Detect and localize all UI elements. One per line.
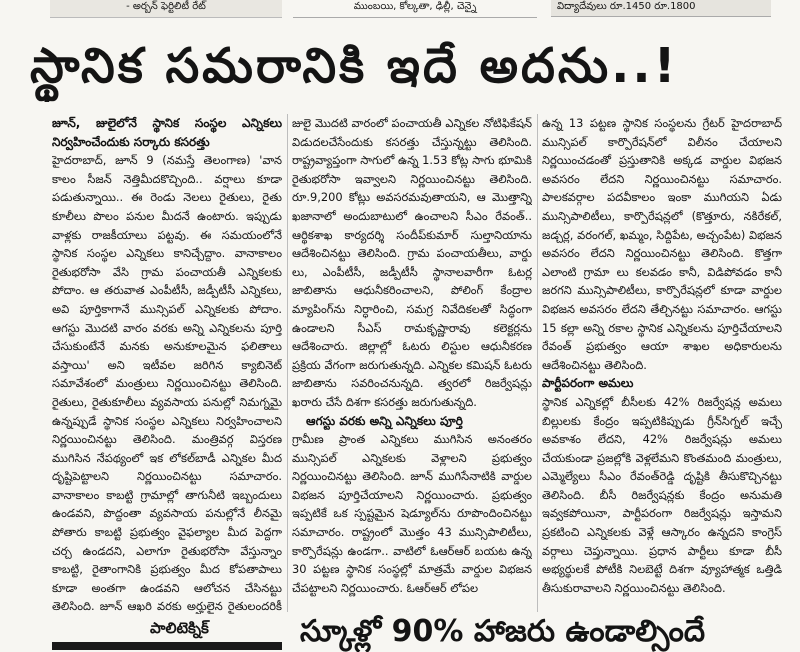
main-headline: స్థానిక సమరానికి ఇదే అదను..! xyxy=(30,38,679,94)
article-body: గ్రామీణ ప్రాంత ఎన్నికలు ముగిసిన అనంతరం మున్సిపల్ ఎన్నికలకు వెళ్లాలని ప్రభుత్వం నిర్ణయించినట్టు తెలిసింది. జూన్ ముగిసేనాటికి వార్డుల విభజన పూర్తిచేయాలని నిర్ణయించారు. ప్రభుత్వం ఇప్పటికే ఒక స్పష్టమైన షెడ్యూల్‌ను రూపొందించినట్టు సమాచారం. రాష్ట్రంలో మొత్తం 43 మున్సిపాలిటీలు, కార్పొరేషన్లు ఉండగా.. వాటిలో ఓఆర్ఆర్ బయట ఉన్న 30 పట్టణ స్థానిక సంస్థల్లో మాత్రమే వార్డుల విభజన చేపట్టాలని నిర్ణయించారు. ఓఆర్ఆర్ లోపల xyxy=(292,432,532,595)
article-column-1 xyxy=(52,114,282,614)
section-subhead: పార్టీపరంగా అమలు xyxy=(542,376,634,391)
top-strip xyxy=(0,0,800,22)
section-subhead: ఆగస్టు వరకు అన్ని ఎన్నికలు పూర్తి xyxy=(306,413,463,428)
top-strip-right: విద్యాదేవులు రూ.1450 రూ.1800 xyxy=(551,0,771,17)
top-strip-left: - అర్బన్ ఫెర్టిలిటీ రేట్ xyxy=(50,0,282,18)
article-column-2 xyxy=(292,114,532,614)
next-article-headline: స్కూళ్లో 90% హాజరు ఉండాల్సిందే xyxy=(300,614,706,649)
article-body: ఉన్న 13 పట్టణ స్థానిక సంస్థలను గ్రేటర్ హైదరాబాద్ మున్సిపల్ కార్పొరేషన్‌లో విలీనం చేయాలని నిర్ణయించడంతో ప్రస్తుతానికి అక్కడ వార్డుల విభజన అవసరం లేదని నిర్ణయించినట్టు సమాచారం. పాలకవర్గాల పదవీకాలం ఇంకా ముగియని ఏడు మున్సిపాలిటీలు, కార్పొరేషన్లలో (కొత్తూరు, నకిరేకల్, జడ్చర్ల, వరంగల్, ఖమ్మం, సిద్దిపేట, అచ్చంపేట) విభజన అవసరం లేదని నిర్ణయించినట్టు తెలిసింది. కొత్తగా ఎలాంటి గ్రామా లు కలవడం కానీ, విడిపోవడం కానీ జరగని మున్సిపాలిటీలు, కార్పొరేషన్లలో కూడా వార్డుల విభజన అవసరం లేదని తేల్చినట్టు సమాచారం. ఆగస్టు 15 కల్లా అన్ని రకాల స్థానిక ఎన్నికలను పూర్తిచేయాలని రేవంత్ ప్రభుత్వం ఆయా శాఖల అధికారులను ఆదేశించినట్టు తెలిసింది. xyxy=(542,116,782,372)
article-subhead: జూన్, జులైలోనే స్థానిక సంస్థల ఎన్నికలు నిర్వహించేందుకు సర్కారు కసరత్తు xyxy=(52,116,282,149)
article-body: స్థానిక ఎన్నికల్లో బీసీలకు 42% రిజర్వేషన్ల అమలు బిల్లులకు కేంద్రం ఇప్పటికిప్పుడు గ్రీన్‌సిగ్నల్ ఇచ్చే అవకాశం లేదని, 42% రిజర్వేషన్లు అమలు చేయకుండా ప్రజల్లోకి వెళ్లలేమని కొంతమంది మంత్రులు, ఎమ్మెల్యేలు సీఎం రేవంత్‌రెడ్డి దృష్టికి తీసుకొచ్చినట్టు తెలిసింది. బీసీ రిజర్వేషన్లకు కేంద్రం అనుమతి ఇవ్వకపోయినా, పార్టీపరంగా రిజర్వేషన్లు ఇస్తామని ప్రకటించి ఎన్నికలకు వెళ్లే ఆస్కారం ఉన్నదని కాంగ్రెస్ వర్గాలు చెప్తున్నాయి. ప్రధాన పార్టీలు కూడా బీసీ అభ్యర్థులకే పోటీకి నిలబెట్టే దిశగా వ్యూహాత్మక ఒత్తిడి తీసుకురావాలని నిర్ణయించినట్టు తెలిసింది. xyxy=(542,394,782,595)
column-divider xyxy=(287,114,288,612)
decorative-bar xyxy=(52,642,282,650)
article-body: జులై మొదటి వారంలో పంచాయతీ ఎన్నికల నోటిఫికేషన్ విడుదలచేసేందుకు కసరత్తు చేస్తున్నట్టు తెలిసింది. రాష్ట్రవ్యాప్తంగా సాగులో ఉన్న 1.53 కోట్ల సాగు భూమికి రైతుభరోసా ఇవ్వాలని నిర్ణయించినట్టు తెలిసింది. రూ.9,200 కోట్లు అవసరమవుతాయని, ఆ మొత్తాన్ని ఖజానాలో అందుబాటులో ఉంచాలని సీఎం రేవంత్.. ఆర్థికశాఖ కార్యదర్శి సందీప్‌కుమార్ సుల్తానియాను ఆదేశించినట్టు తెలిసింది. గ్రామ పంచాయతీలు, వార్డు లు, ఎంపీటీసీ, జడ్పీటీసీ స్థానాలవారీగా ఓటర్ల జాబితాను ఆధునీకరించాలని, పోలింగ్ కేంద్రాల మ్యాపింగ్‌ను నిర్ధారించి, సమగ్ర నివేదికలతో సిద్ధంగా ఉండాలని సీఎస్ రామకృష్ణారావు కలెక్టర్లను ఆదేశించారు. జిల్లాల్లో ఓటరు లిస్టుల ఆధునీకరణ ప్రక్రియ వేగంగా జరుగుతున్నది. ఎన్నికల కమిషన్ ఓటరు జాబితాను సవరించనున్నది. త్వరలో రిజర్వేషన్లు ఖరారు చేసే దిశగా కసరత్తు జరుగుతున్నది. xyxy=(292,116,532,409)
next-article-headline: పాలిటెక్నిక్ xyxy=(150,619,209,637)
column-divider xyxy=(537,114,538,612)
article-body: హైదరాబాద్, జూన్ 9 (నమస్తే తెలంగాణ) 'వాన కాలం సీజన్ నెత్తిమీదకొచ్చింది.. వర్షాలు కూడా పడుతున్నాయి.. ఈ రెండు నెలలు రైతులు, రైతు కూలీలు పొలం పనుల మీదనే ఉంటారు. ఇప్పుడు వాళ్లకు రాజకీయాలు పట్టవు. ఈ సమయంలోనే స్థానిక సంస్థల ఎన్నికలు కానిచ్చేద్దాం. వానాకాలం రైతుభరోసా వేసి గ్రామ పంచాయతీ ఎన్నికలకు పోదాం. ఆ తరువాత ఎంపీటీసీ, జడ్పీటీసీ ఎన్నికలు, అవి పూర్తికాగానే మున్సిపల్ ఎన్నికలకు పోదాం. ఆగస్టు మొదటి వారం వరకు అన్ని ఎన్నికలను పూర్తి చేసుకుంటేనే మనకు అనుకూలమైన ఫలితాలు వస్తాయి' అని ఇటీవల జరిగిన క్యాబినెట్ సమావేశంలో మంత్రులు నిర్ణయించినట్టు తెలిసింది. రైతులు, రైతుకూలీలు వ్యవసాయ పనుల్లో నిమగ్నమై ఉన్నప్పుడే స్థానిక సంస్థల ఎన్నికలు నిర్వహించాలని నిర్ణయించినట్టు తెలిసింది. మంత్రివర్గ విస్తరణ ముగిసిన నేపథ్యంలో ఇక లోకల్‌బాడీ ఎన్నికల మీద దృష్టిపెట్టాలని నిర్ణయించినట్టు సమాచారం. వానాకాలం కాబట్టి గ్రామాల్లో తాగునీటి ఇబ్బందులు ఉండవని, పొద్దంతా వ్యవసాయ పనుల్లోనే లీనమై పోతారు కాబట్టి ప్రభుత్వం వైఫల్యాల మీద పెద్దగా చర్చ ఉండదని, ఎలాగూ రైతుభరోసా వేస్తున్నాం కాబట్టి, రైతాంగానికి ప్రభుత్వం మీద కోపతాపాలు కూడా అంతగా ఉండవని ఆలోచన చేసినట్టు తెలిసింది. జూన్ ఆఖరి వరకు అర్హులైన రైతులందరికీ xyxy=(52,153,282,614)
article-column-3 xyxy=(542,114,782,614)
top-strip-middle: ముంబయి, కోల్కతా, ఢిల్లీ, చెన్నై xyxy=(293,0,537,18)
